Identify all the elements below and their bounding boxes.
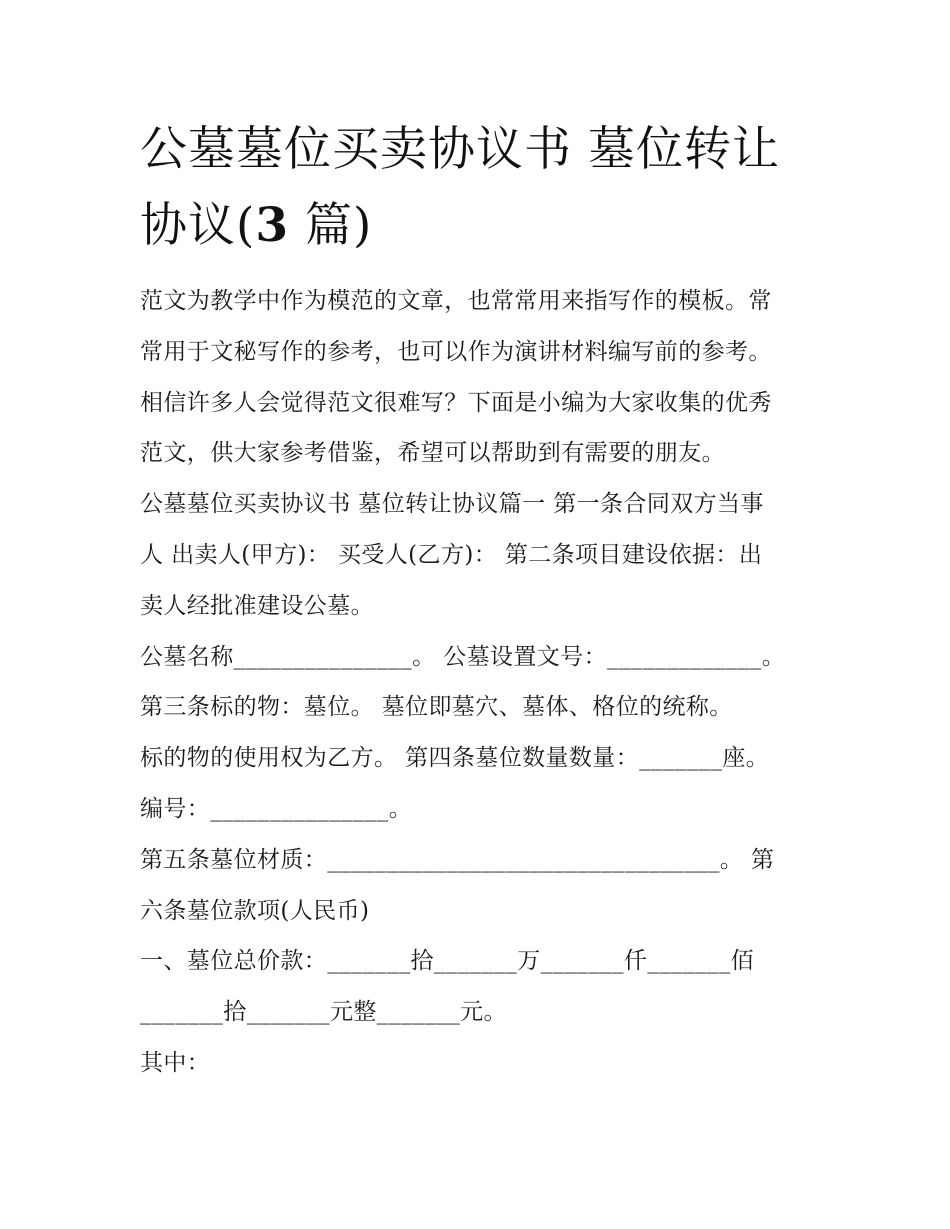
body-line: 第五条墓位材质：_________________________________。 第 [140,846,775,873]
title-line-2-suffix: 篇) [289,198,373,253]
body-line: 公墓名称_______________。 公墓设置文号：_____________。 [140,643,786,670]
body-line: 范文为教学中作为模范的文章，也常常用来指写作的模板。常 [140,288,772,314]
body-line: 卖人经批准建设公墓。 [140,592,374,619]
title-count: 3 [255,198,290,253]
body-line: 编号：_______________。 [140,795,413,822]
title-line-2-prefix: 协议( [140,198,256,253]
body-line: 一、墓位总价款：_______拾_______万_______仟_______佰 [140,948,754,975]
body-line: 其中： [140,1049,211,1076]
body-line: 范文，供大家参考借鉴，希望可以帮助到有需要的朋友。 [140,440,725,467]
body-line: 常用于文秘写作的参考，也可以作为演讲材料编写前的参考。 [140,338,772,365]
document-title [140,112,820,264]
body-line: 标的物的使用权为乙方。 第四条墓位数量数量：_______座。 [140,745,770,772]
body-line: 人 出卖人(甲方)： 买受人(乙方)： 第二条项目建设依据：出 [140,541,763,568]
body-line: 六条墓位款项(人民币) [140,897,370,924]
body-line: 相信许多人会觉得范文很难写？下面是小编为大家收集的优秀 [140,389,772,416]
title-line-1: 公墓墓位买卖协议书 墓位转让 [140,122,780,177]
body-line: 公墓墓位买卖协议书 墓位转让协议篇一 第一条合同双方当事 [140,491,764,518]
body-line: 第三条标的物：墓位。 墓位即墓穴、墓体、格位的统称。 [140,694,733,721]
title-line-2 [140,188,820,264]
document-body [140,276,820,1089]
body-line: _______拾_______元整_______元。 [140,999,507,1026]
